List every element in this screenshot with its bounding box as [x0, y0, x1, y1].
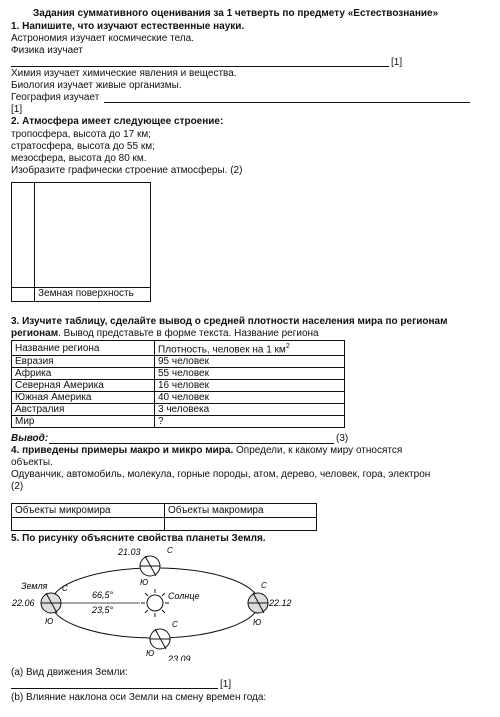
table-row	[12, 404, 345, 416]
col-region-header: Название региона	[12, 341, 155, 356]
page-title: Задания суммативного оценивания за 1 четверть по предмету «Естествознание»	[33, 8, 439, 19]
fig-north-left: С	[62, 584, 68, 593]
col-micro-header: Объекты микромира	[12, 504, 165, 518]
q1-answer-line-geography	[104, 102, 470, 103]
fig-angle-1: 66,5°	[92, 590, 114, 600]
earth-globe-left-icon	[41, 593, 61, 613]
surface-label: Земная поверхность	[38, 288, 134, 299]
q4-line-list: Одуванчик, автомобиль, молекула, горные породы, атом, дерево, человек, гора, электрон	[11, 469, 431, 480]
q4-heading-bold: 4. приведены примеры макро и микро мира.	[11, 445, 234, 456]
table-row	[12, 416, 345, 428]
col-density-header	[155, 341, 345, 356]
earth-globe-top-icon	[140, 556, 160, 576]
fig-north-right: С	[261, 581, 267, 590]
sun-icon	[141, 589, 169, 617]
table-row	[12, 392, 345, 404]
q1-mark-2: [1]	[11, 104, 23, 115]
q4-heading	[11, 445, 402, 457]
fig-south-left: Ю	[45, 617, 54, 626]
earth-globe-right-icon	[248, 593, 268, 613]
q1-line-physics: Физика изучает	[11, 45, 83, 56]
q1-mark-1: [1]	[391, 57, 403, 68]
q3-heading-bold-tail: регионам	[11, 328, 59, 339]
fig-north-top: С	[167, 546, 173, 555]
height-axis	[34, 183, 35, 301]
fig-angle-2: 23,5°	[92, 605, 114, 615]
q4-line-objects: объекты.	[11, 457, 53, 468]
table-row	[12, 356, 345, 368]
q3-heading-bold: 3. Изучите таблицу, сделайте вывод о средней плотности населения мира по регионам	[11, 316, 448, 327]
q5-a-label: (а) Вид движения Земли:	[11, 667, 128, 678]
q1-line-chemistry: Химия изучает химические явления и вещества.	[11, 68, 237, 79]
density-cell: 3 человека	[155, 404, 345, 416]
region-cell: Евразия	[12, 356, 155, 368]
col-density-label: Плотность, человек на 1 км	[158, 344, 286, 356]
density-cell: 16 человек	[155, 380, 345, 392]
earth-globe-bottom-icon	[150, 629, 170, 649]
q3-mark: (3)	[336, 433, 349, 444]
q2-line-stratosphere: стратосфера, высота до 55 км;	[11, 141, 155, 152]
earth-orbit-figure	[0, 543, 300, 661]
population-table	[11, 340, 345, 428]
macro-answer-cell[interactable]	[165, 518, 317, 531]
micro-answer-cell[interactable]	[12, 518, 165, 531]
table-row	[12, 518, 317, 531]
fig-date-top: 21.03	[118, 547, 141, 557]
density-cell: 40 человек	[155, 392, 345, 404]
q4-line-mark: (2)	[11, 481, 24, 492]
q3-heading-tail: . Вывод представьте в форме текста. Название региона	[58, 328, 319, 339]
q5-b-label: (b) Влияние наклона оси Земли на смену времен года:	[11, 692, 267, 703]
col-density-sup: 2	[285, 343, 290, 350]
atmosphere-drawing-box	[11, 182, 151, 302]
fig-south-bottom: Ю	[146, 649, 155, 658]
region-cell: Северная Америка	[12, 380, 155, 392]
q3-heading-2	[11, 328, 319, 340]
fig-south-top: Ю	[140, 578, 149, 587]
fig-date-bottom: 23.09	[168, 654, 191, 661]
col-macro-header: Объекты макромира	[165, 504, 317, 518]
region-cell: Мир	[12, 416, 155, 428]
q4-heading-tail: Определи, к какому миру относятся	[233, 445, 403, 456]
region-cell: Австралия	[12, 404, 155, 416]
table-row	[12, 380, 345, 392]
q1-line-geography: География изучает	[11, 92, 100, 103]
q2-line-mesosphere: мезосфера, высота до 80 км.	[11, 153, 147, 164]
fig-date-right: 22.12	[269, 598, 292, 608]
q5-a-mark: [1]	[220, 679, 232, 690]
table-row	[12, 368, 345, 380]
q1-line-biology: Биология изучает живые организмы.	[11, 80, 182, 91]
q1-answer-line-physics	[11, 66, 389, 67]
q2-heading: 2. Атмосфера имеет следующее строение:	[11, 116, 224, 127]
density-cell: 95 человек	[155, 356, 345, 368]
conclusion-label: Вывод:	[11, 433, 49, 444]
region-cell: Африка	[12, 368, 155, 380]
q2-task: Изобразите графически строение атмосферы. (2)	[11, 165, 243, 176]
table-header-row	[12, 341, 345, 356]
fig-north-bottom: С	[172, 620, 178, 629]
q5-a-answer-line	[11, 688, 218, 689]
micro-macro-table	[11, 503, 317, 531]
fig-earth-label: Земля	[21, 581, 48, 591]
fig-date-left: 22.06	[12, 598, 35, 608]
density-cell: ?	[155, 416, 345, 428]
q1-heading: 1. Напишите, что изучают естественные науки.	[11, 21, 245, 32]
fig-sun-label: Солнце	[168, 591, 200, 601]
density-cell: 55 человек	[155, 368, 345, 380]
q1-line-astronomy: Астрономия изучает космические тела.	[11, 33, 194, 44]
conclusion-answer-line	[49, 443, 334, 444]
region-cell: Южная Америка	[12, 392, 155, 404]
q5-heading: 5. По рисунку объясните свойства планеты Земля.	[11, 533, 266, 544]
q3-heading	[11, 316, 447, 328]
fig-south-right: Ю	[253, 618, 262, 627]
table-header-row	[12, 504, 317, 518]
q2-line-troposphere: тропосфера, высота до 17 км;	[11, 129, 152, 140]
